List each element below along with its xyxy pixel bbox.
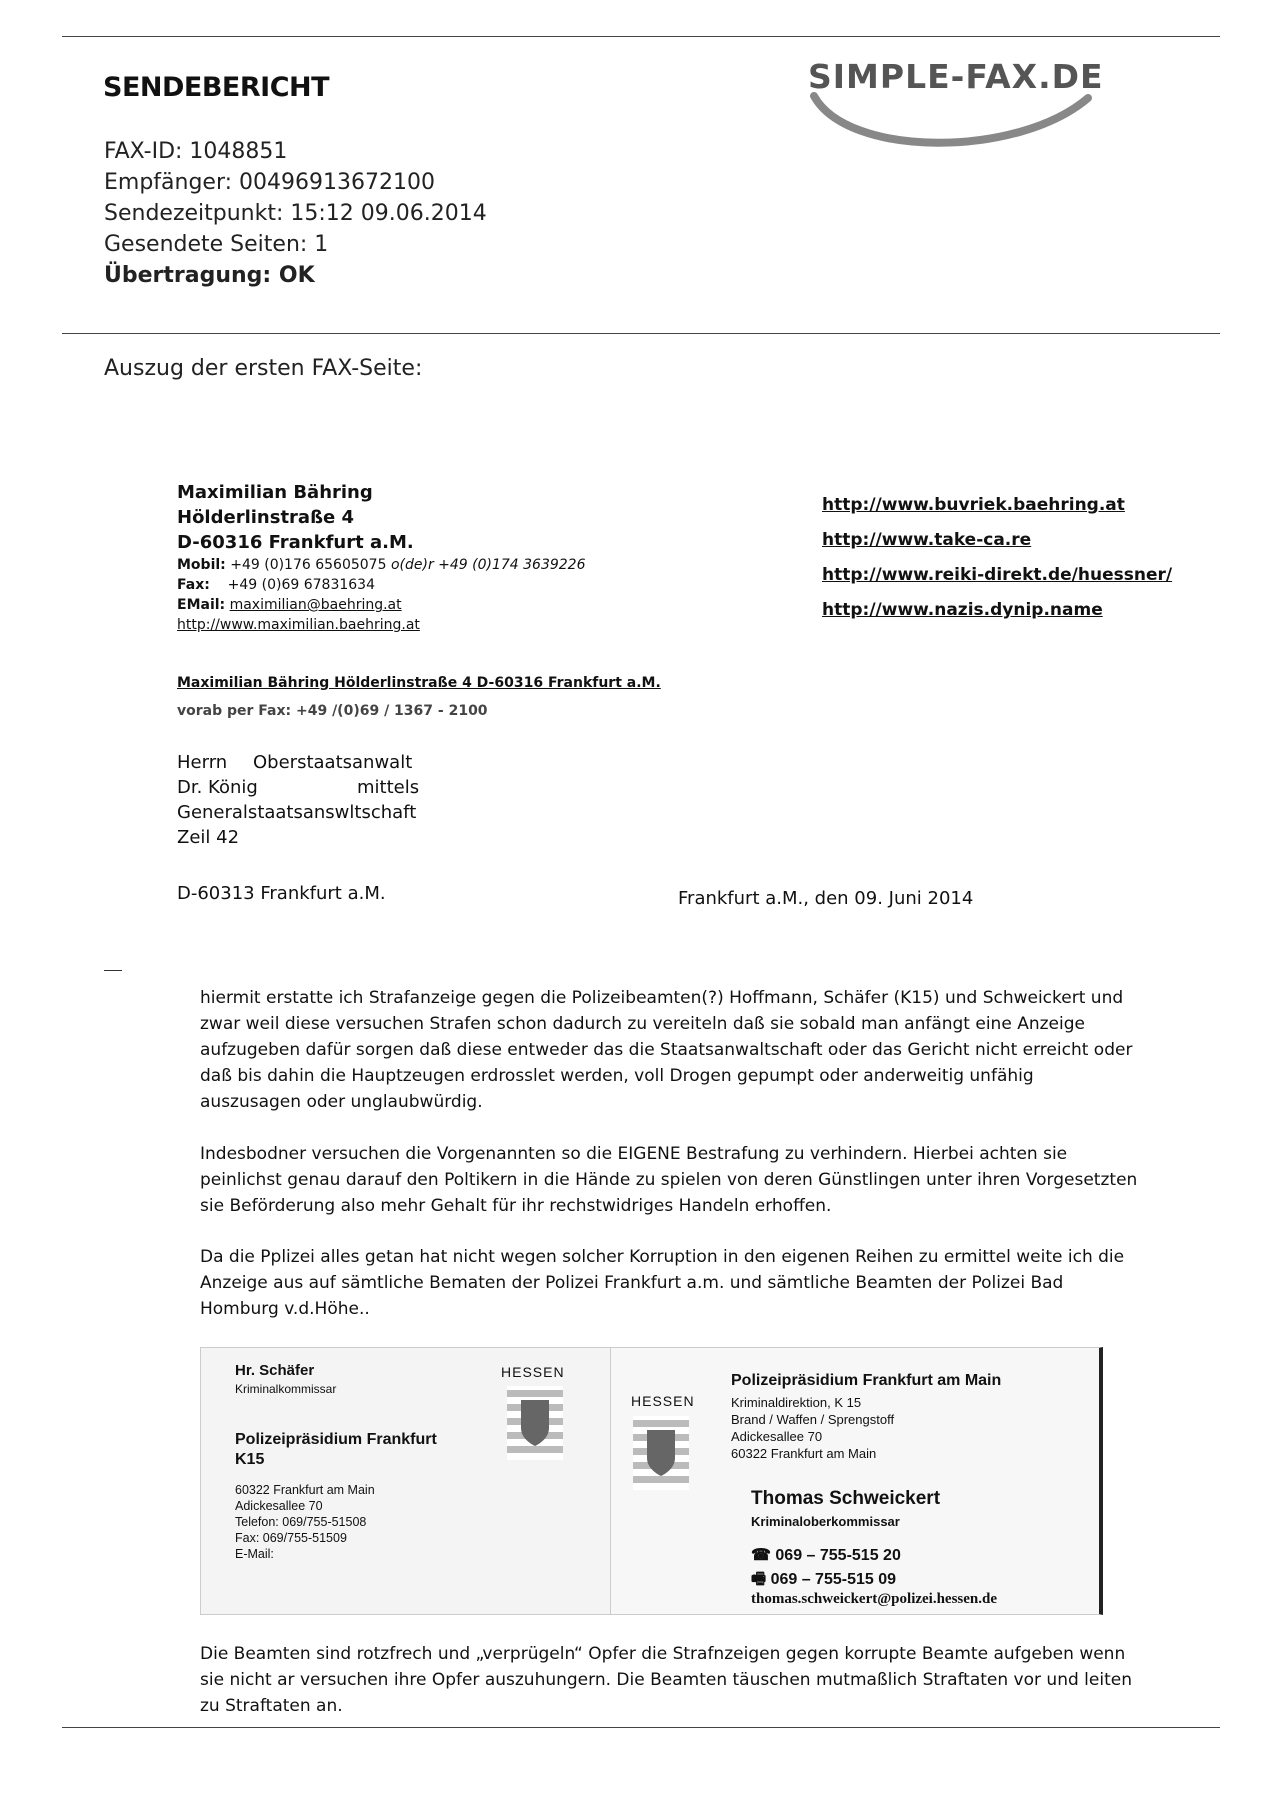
addressee-office: Generalstaatsanswltschaft [177, 802, 417, 823]
addressee-via: mittels [357, 777, 420, 798]
logo-text: SIMPLE-FAX.DE [808, 58, 1104, 96]
card-department: Kriminaldirektion, K 15 Brand / Waffen / Sprengstoff Adickesallee 70 60322 Frankfurt am Main [731, 1395, 895, 1461]
state-label: HESSEN [501, 1364, 565, 1380]
sender-email: EMail: maximilian@baehring.at [177, 597, 402, 613]
excerpt-label: Auszug der ersten FAX-Seite: [104, 356, 423, 381]
link-item[interactable]: http://www.nazis.dynip.name [822, 600, 1103, 620]
business-card-schaefer [200, 1347, 614, 1615]
addressee-title: Oberstaatsanwalt [253, 752, 413, 773]
bottom-divider [62, 1727, 1220, 1728]
link-item[interactable]: http://www.take-ca.re [822, 530, 1032, 550]
paragraph: Da die Pplizei alles getan hat nicht wegen solcher Korruption in den eigenen Reihen zu ermittel weite ich die Anzeige aus auf sämtliche Bematen der Polizei Frankfurt a.m. und sämtliche Beamten der Polizei Bad Homburg v.d.Höhe.. [200, 1247, 1125, 1319]
sender-street: Hölderlinstraße 4 [177, 507, 355, 528]
paragraph: hiermit erstatte ich Strafanzeige gegen die Polizeibeamten(?) Hoffmann, Schäfer (K15) und Schweickert und zwar weil diese versuchen Strafen schon dadurch zu vereiteln daß sie sobald man anfängt eine Anzeige aufzugeben dafür sorgen daß diese entweder das die Staatsanwaltschaft oder das Gericht nicht erreicht oder daß bis dahin die Hauptzeugen erdrosslet werden, voll Drogen gepumpt oder anderweitig unfähig auszusagen oder unglaubwürdig. [200, 988, 1133, 1112]
addressee-block [177, 750, 419, 850]
card-org: Polizeipräsidium Frankfurt K15 [235, 1431, 437, 1468]
recipient-number: Empfänger: 00496913672100 [104, 170, 435, 195]
state-label: HESSEN [631, 1393, 695, 1409]
report-meta [104, 136, 487, 291]
addressee-name: Dr. König [177, 777, 258, 798]
closing-paragraph: Die Beamten sind rotzfrech und „verprügeln“ Opfer die Strafnzeigen gegen korrupte Beamte aufgeben wenn sie nicht ar versuchen ihre Opfer auszuhungern. Die Beamten täuschen mutmaßlich Straftaten vor und leiten zu Straftaten an. [200, 1644, 1132, 1716]
addressee-city: D-60313 Frankfurt a.M. [177, 883, 386, 904]
card-address: 60322 Frankfurt am Main Adickesallee 70 Telefon: 069/755-51508 Fax: 069/755-51509 E-Mail: [235, 1483, 375, 1561]
card-email: thomas.schweickert@polizei.hessen.de [751, 1591, 998, 1607]
link-item[interactable]: http://www.reiki-direkt.de/huessner/ [822, 565, 1173, 585]
send-time: Sendezeitpunkt: 15:12 09.06.2014 [104, 201, 487, 226]
hessen-crest-icon [507, 1386, 563, 1460]
paragraph: Indesbodner versuchen die Vorgenannten so die EIGENE Bestrafung zu verhindern. Hierbei achten sie peinlichst genau darauf den Poltikern in die Hände zu spielen von deren Günstlingen unter ihren Vorgesetzten sie Beförderung also mehr Gehalt für ihr rechstwidriges Handeln erhoffen. [200, 1144, 1138, 1216]
phone-icon: ☎ [751, 1547, 771, 1564]
addressee-street: Zeil 42 [177, 827, 240, 848]
report-title: SENDEBERICHT [103, 72, 330, 103]
sender-fax: Fax: +49 (0)69 67831634 [177, 577, 375, 593]
sender-block [177, 480, 586, 635]
business-cards [200, 1347, 1098, 1613]
card-rank: Kriminaloberkommissar [751, 1514, 900, 1529]
card-org: Polizeipräsidium Frankfurt am Main [731, 1372, 1002, 1389]
card-phones: ☎ 069 – 755-515 20 🖷 069 – 755-515 09 [751, 1547, 901, 1588]
card-name: Hr. Schäfer [235, 1362, 315, 1379]
date-line: Frankfurt a.M., den 09. Juni 2014 [678, 888, 974, 909]
pages-sent: Gesendete Seiten: 1 [104, 232, 329, 257]
vorab-fax: vorab per Fax: +49 /(0)69 / 1367 - 2100 [177, 703, 488, 719]
link-list [822, 488, 1172, 628]
sender-name: Maximilian Bähring [177, 482, 373, 503]
logo-swoosh [814, 96, 1088, 143]
card-name: Thomas Schweickert [751, 1488, 941, 1509]
simple-fax-logo [808, 58, 1198, 166]
sender-city: D-60316 Frankfurt a.M. [177, 532, 414, 553]
hessen-crest-icon [633, 1416, 689, 1490]
sender-mobil: Mobil: +49 (0)176 65605075 o(de)r +49 (0)174 3639226 [177, 557, 586, 573]
addressee-salutation: Herrn [177, 752, 228, 773]
transmission-status: Übertragung: OK [104, 263, 315, 288]
fold-mark [104, 970, 122, 971]
link-item[interactable]: http://www.buvriek.baehring.at [822, 495, 1125, 515]
return-address: Maximilian Bähring Hölderlinstraße 4 D-60316 Frankfurt a.M. [177, 675, 661, 691]
top-divider [62, 36, 1220, 37]
sender-email-link[interactable]: maximilian@baehring.at [229, 597, 402, 613]
header-divider [62, 333, 1220, 334]
card-rank: Kriminalkommissar [235, 1382, 337, 1396]
fax-icon: 🖷 [751, 1571, 767, 1588]
fax-id: FAX-ID: 1048851 [104, 139, 288, 164]
business-card-schweickert [610, 1347, 1103, 1615]
sender-web-link[interactable]: http://www.maximilian.baehring.at [177, 617, 420, 633]
